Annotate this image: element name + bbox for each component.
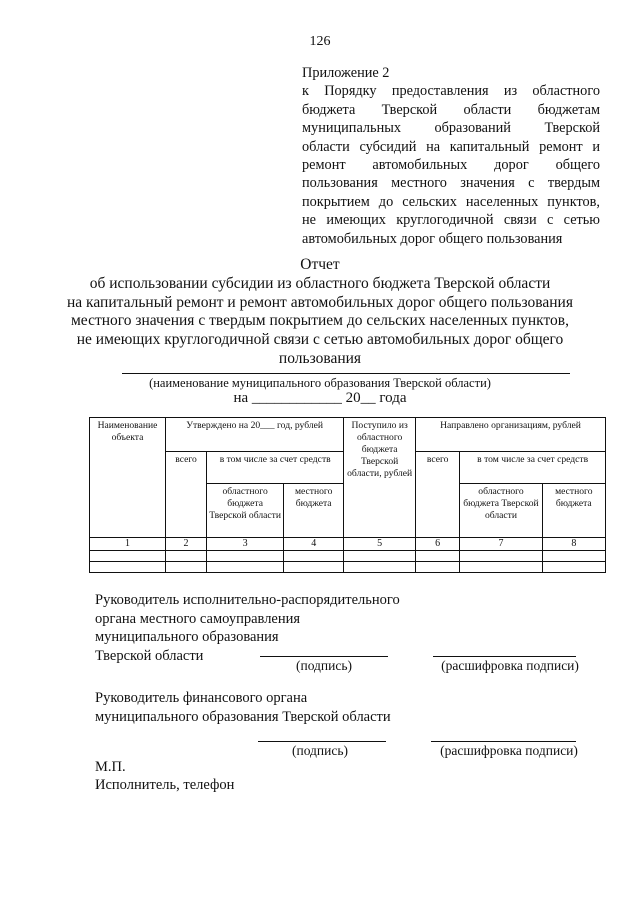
executive-head-line: Тверской области (95, 647, 204, 664)
table-row (90, 551, 606, 562)
header-including: в том числе за счет средств (207, 452, 344, 484)
header-local-budget: местного бюджета (284, 484, 344, 538)
signature-caption: (подпись) (291, 743, 349, 758)
report-title: Отчет (300, 256, 340, 273)
empty-cell (460, 562, 542, 573)
empty-cell (165, 551, 206, 562)
empty-cell (542, 551, 605, 562)
signature-line (260, 656, 388, 657)
header-object-name: Наименование объекта (90, 418, 166, 538)
financial-head-line: Руководитель финансового органа (95, 690, 308, 706)
executor-label: Исполнитель, телефон (95, 777, 235, 793)
report-title-line: на капитальный ремонт и ремонт автомобильных дорог общего пользования (67, 293, 573, 311)
column-number: 3 (207, 538, 284, 551)
column-number: 5 (344, 538, 416, 551)
empty-cell (460, 551, 542, 562)
column-number: 4 (284, 538, 344, 551)
appendix-line: муниципальных образований Тверской (302, 120, 600, 137)
header-approved: Утверждено на 20___ год, рублей (165, 418, 343, 452)
empty-cell (344, 551, 416, 562)
report-title-line: не имеющих круглогодичной связи с сетью автомобильных дорог общего (76, 331, 564, 349)
header-received: Поступило из областного бюджета Тверской области, рублей (344, 418, 416, 538)
header-local-budget: местного бюджета (542, 484, 605, 538)
executive-head-block (95, 591, 435, 665)
report-title-line: местного значения с твердым покрытием до сельских населенных пунктов, (71, 312, 569, 330)
empty-cell (207, 551, 284, 562)
report-title-line: об использовании субсидии из областного бюджета Тверской области (89, 274, 551, 292)
empty-cell (416, 562, 460, 573)
appendix-line: не имеющих круглогодичной связи с сетью (302, 212, 600, 229)
appendix-title: Приложение 2 (302, 65, 390, 81)
municipality-name-caption: (наименование муниципального образования Тверской области) (149, 376, 491, 390)
signature-decoding-line (433, 656, 576, 657)
empty-cell (344, 562, 416, 573)
empty-cell (90, 551, 166, 562)
column-number: 6 (416, 538, 460, 551)
signature-decoding-line (431, 741, 576, 742)
decoding-caption: (расшифровка подписи) (441, 658, 579, 673)
appendix-line: бюджета Тверской области бюджетам (302, 101, 600, 118)
executive-head-line: муниципального образования (95, 629, 279, 645)
header-including: в том числе за счет средств (460, 452, 606, 484)
report-title-line: пользования (278, 349, 362, 367)
column-numbers-row (90, 538, 606, 551)
header-regional-budget: областного бюджета Тверской области (207, 484, 284, 538)
empty-cell (416, 551, 460, 562)
empty-cell (165, 562, 206, 573)
column-number: 8 (542, 538, 605, 551)
financial-head-line: муниципального образования Тверской области (95, 708, 391, 725)
empty-cell (90, 562, 166, 573)
empty-cell (542, 562, 605, 573)
column-number: 2 (165, 538, 206, 551)
header-regional-budget: областного бюджета Тверской области (460, 484, 542, 538)
signature-line (258, 741, 386, 742)
report-heading (0, 256, 640, 369)
empty-cell (284, 562, 344, 573)
appendix-line: пользования местного значения с твердым (302, 175, 600, 192)
header-total: всего (416, 452, 460, 538)
stamp-label: М.П. (95, 759, 126, 775)
header-directed: Направлено организациям, рублей (416, 418, 606, 452)
decoding-caption: (расшифровка подписи) (440, 743, 578, 758)
empty-cell (284, 551, 344, 562)
appendix-line: области субсидий на капитальный ремонт и (302, 138, 600, 155)
signature-caption: (подпись) (295, 658, 353, 673)
appendix-line: автомобильных дорог общего пользования (302, 230, 563, 247)
appendix-line: ремонт автомобильных дорог общего (302, 157, 600, 174)
municipality-name-line (122, 373, 570, 374)
executive-head-line: органа местного самоуправления (95, 610, 301, 627)
appendix-line: к Порядку предоставления из областного (302, 83, 600, 100)
header-total: всего (165, 452, 206, 538)
appendix-block (302, 64, 600, 248)
executive-head-line: Руководитель исполнительно-распорядительного (95, 592, 400, 608)
column-number: 1 (90, 538, 166, 551)
financial-head-block (95, 689, 435, 726)
report-table (89, 417, 606, 573)
column-number: 7 (460, 538, 542, 551)
empty-cell (207, 562, 284, 573)
appendix-line: покрытием до сельских населенных пунктов, (302, 193, 600, 210)
report-period: на ____________ 20__ года (233, 390, 407, 406)
page-number: 126 (309, 34, 331, 49)
table-row (90, 562, 606, 573)
